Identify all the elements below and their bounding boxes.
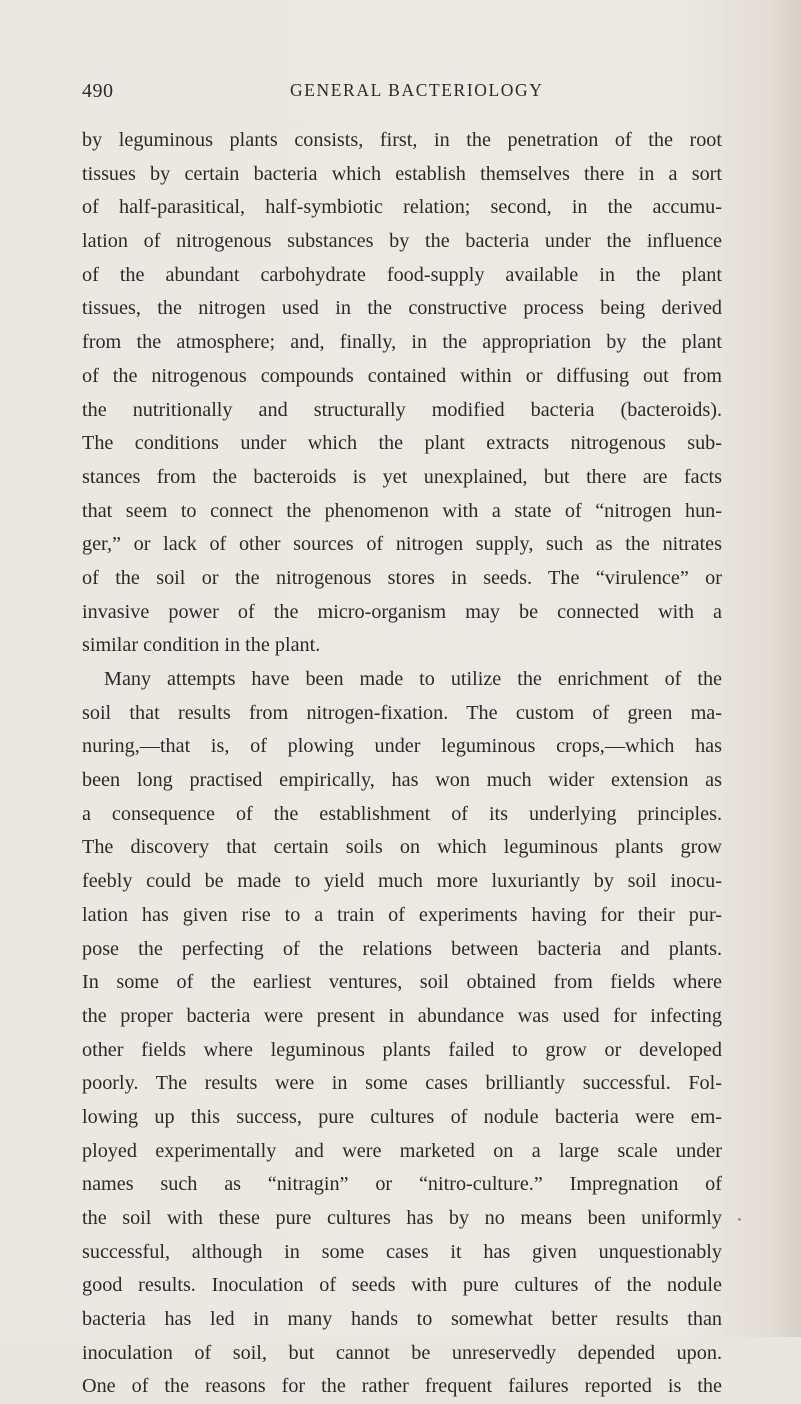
body-text <box>82 124 722 1404</box>
paragraph-end-line: similar condition in the plant. <box>82 634 321 657</box>
text-line: soil that results from nitrogen-fixation. The custom of green ma- <box>82 701 722 724</box>
text-line: inoculation of soil, but cannot be unreservedly depended upon. <box>82 1341 722 1364</box>
text-line: In some of the earliest ventures, soil obtained from fields where <box>82 971 722 994</box>
paragraph-start-line: Many attempts have been made to utilize the enrichment of the <box>104 668 722 690</box>
text-line: the soil with these pure cultures has by no means been uniformly <box>82 1207 722 1229</box>
text-line: of the nitrogenous compounds contained within or diffusing out from <box>82 364 722 387</box>
margin-speck <box>738 1218 741 1221</box>
text-line: ger,” or lack of other sources of nitrogen supply, such as the nitrates <box>82 533 722 556</box>
text-line: of the soil or the nitrogenous stores in seeds. The “virulence” or <box>82 566 722 589</box>
text-line: lation of nitrogenous substances by the bacteria under the influence <box>82 230 722 253</box>
text-line: stances from the bacteroids is yet unexplained, but there are facts <box>82 465 722 488</box>
text-line: that seem to connect the phenomenon with a state of “nitrogen hun- <box>82 499 722 522</box>
page-number: 490 <box>82 80 114 102</box>
text-line: One of the reasons for the rather frequent failures reported is the <box>82 1375 722 1398</box>
text-line: The discovery that certain soils on which leguminous plants grow <box>82 836 722 859</box>
text-line: lowing up this success, pure cultures of nodule bacteria were em- <box>82 1105 722 1128</box>
running-title: GENERAL BACTERIOLOGY <box>290 80 544 100</box>
text-line: feebly could be made to yield much more luxuriantly by soil inocu- <box>82 870 722 893</box>
text-line: successful, although in some cases it has given unquestionably <box>82 1240 722 1263</box>
text-line: the proper bacteria were present in abundance was used for infecting <box>82 1004 722 1027</box>
running-head <box>82 80 722 108</box>
text-line: tissues by certain bacteria which establish themselves there in a sort <box>82 162 722 185</box>
text-line: of half-parasitical, half-symbiotic relation; second, in the accumu- <box>82 196 722 219</box>
text-line: of the abundant carbohydrate food-supply available in the plant <box>82 263 722 286</box>
text-line: been long practised empirically, has won much wider extension as <box>82 769 722 792</box>
text-line: a consequence of the establishment of its underlying principles. <box>82 802 722 825</box>
text-line: poorly. The results were in some cases brilliantly successful. Fol- <box>82 1072 722 1095</box>
text-line: by leguminous plants consists, first, in the penetration of the root <box>82 129 722 151</box>
text-line: other fields where leguminous plants failed to grow or developed <box>82 1038 722 1061</box>
text-line: from the atmosphere; and, finally, in the appropriation by the plant <box>82 331 722 354</box>
text-line: The conditions under which the plant extracts nitrogenous sub- <box>82 432 722 455</box>
text-line: nuring,—that is, of plowing under leguminous crops,—which has <box>82 735 722 758</box>
text-line: ployed experimentally and were marketed on a large scale under <box>82 1139 722 1162</box>
text-line: good results. Inoculation of seeds with pure cultures of the nodule <box>82 1274 722 1297</box>
text-line: names such as “nitragin” or “nitro-culture.” Impregnation of <box>82 1173 722 1196</box>
text-line: pose the perfecting of the relations between bacteria and plants. <box>82 937 722 960</box>
text-line: tissues, the nitrogen used in the constructive process being derived <box>82 297 722 320</box>
text-line: invasive power of the micro-organism may be connected with a <box>82 600 722 623</box>
text-line: the nutritionally and structurally modified bacteria (bacteroids). <box>82 398 722 421</box>
text-line: bacteria has led in many hands to somewhat better results than <box>82 1308 722 1331</box>
text-line: lation has given rise to a train of experiments having for their pur- <box>82 903 722 926</box>
